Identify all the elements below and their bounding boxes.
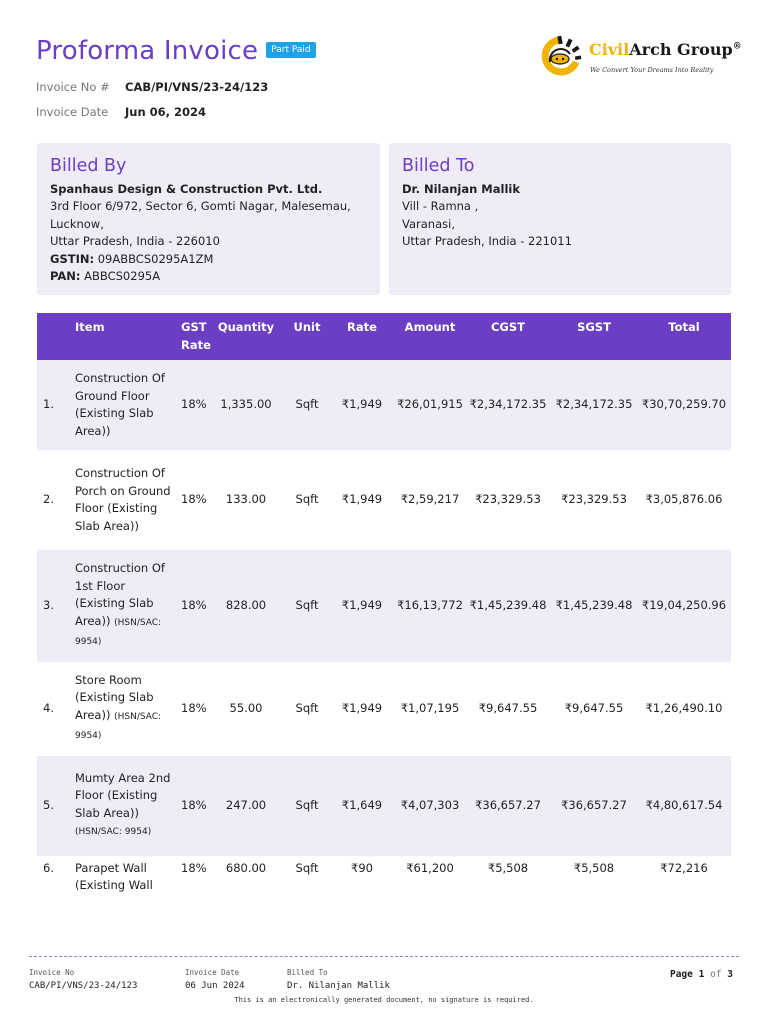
billed-to-address-line3: Uttar Pradesh, India - 221011 <box>402 234 572 249</box>
row-amount <box>395 856 465 922</box>
row-quantity <box>207 856 285 922</box>
row-item-desc: Parapet Wall (Existing Wall <box>75 860 153 892</box>
billed-by-company: Spanhaus Design & Construction Pvt. Ltd. <box>50 182 323 196</box>
registered-mark: ® <box>732 41 742 52</box>
billed-by-address-line2: Lucknow, <box>50 216 104 231</box>
row-sgst: ₹9,647.55 <box>564 700 624 715</box>
billed-to-heading: Billed To <box>402 156 475 176</box>
row-sgst: ₹36,657.27 <box>551 756 637 856</box>
row-item <box>75 360 179 450</box>
row-sgst <box>551 856 637 922</box>
status-badge: Part Paid <box>266 42 315 58</box>
row-quantity: 133.00 <box>225 492 267 507</box>
row-item <box>75 856 179 922</box>
billed-by-card <box>37 143 380 295</box>
footer-billed-to-label: Billed To <box>287 968 328 977</box>
row-total <box>637 856 731 922</box>
table-row <box>37 856 731 922</box>
footer-invoice-no-value: CAB/PI/VNS/23-24/123 <box>29 981 138 991</box>
row-gst-rate: 18% <box>181 492 207 507</box>
row-sgst: ₹1,45,239.48 <box>551 550 637 662</box>
row-cgst: ₹23,329.53 <box>475 492 541 507</box>
col-header-item: Item <box>75 313 179 360</box>
row-item <box>75 550 179 662</box>
row-gst-rate: 18% <box>179 360 207 450</box>
col-header-amount: Amount <box>395 313 465 360</box>
footer-billed-to <box>287 968 390 991</box>
table-row <box>37 662 731 756</box>
invoice-date-value: Jun 06, 2024 <box>125 105 207 119</box>
billed-by-pan <box>50 268 367 285</box>
logo-wordmark-part1: Civil <box>589 40 630 59</box>
footer-billed-to-value: Dr. Nilanjan Mallik <box>287 981 390 991</box>
table-header-row <box>37 313 731 360</box>
page-label: Page <box>669 969 693 980</box>
row-amount-text: ₹61,200 <box>406 860 454 875</box>
billed-to-address-line1: Vill - Ramna , <box>402 199 479 214</box>
row-cgst-text: ₹5,508 <box>487 860 529 875</box>
items-table <box>37 313 731 922</box>
col-header-rate: Rate <box>329 313 395 360</box>
gst-header-line2: Rate <box>181 338 211 352</box>
invoice-number-value: CAB/PI/VNS/23-24/123 <box>125 80 269 94</box>
row-sgst: ₹2,34,172.35 <box>551 360 637 450</box>
row-amount: ₹2,59,217 <box>400 492 460 507</box>
row-total-text: ₹72,216 <box>660 860 708 875</box>
col-header-gst-rate <box>179 313 211 360</box>
col-header-unit: Unit <box>285 313 329 360</box>
row-gst-rate: 18% <box>179 550 207 662</box>
page-title: Proforma Invoice <box>36 36 259 66</box>
row-number: 2. <box>43 492 54 507</box>
row-number: 1. <box>37 360 75 450</box>
col-header-sgst: SGST <box>551 313 637 360</box>
row-unit <box>285 856 329 922</box>
footer-invoice-no <box>29 968 137 991</box>
invoice-number-row <box>36 80 268 94</box>
logo-tagline: We Convert Your Dreams Into Reality <box>590 66 714 74</box>
billed-by-gstin <box>50 251 367 268</box>
row-gst-rate: 18% <box>181 700 207 715</box>
row-cgst: ₹9,647.55 <box>478 700 538 715</box>
col-header-total: Total <box>637 313 731 360</box>
row-sgst: ₹23,329.53 <box>561 492 627 507</box>
col-header-no <box>37 313 75 360</box>
row-gst-rate-text: 18% <box>181 860 207 875</box>
footer-invoice-date-label: Invoice Date <box>185 968 240 977</box>
row-total: ₹4,80,617.54 <box>637 756 731 856</box>
page-total: 3 <box>727 969 733 980</box>
title-row <box>36 34 316 68</box>
row-cgst: ₹1,45,239.48 <box>465 550 551 662</box>
logo-wordmark-part2: Arch Group <box>629 40 733 59</box>
row-amount: ₹4,07,303 <box>395 756 465 856</box>
table-row <box>37 450 731 550</box>
footer-divider <box>29 956 739 957</box>
electronic-document-note: This is an electronically generated document, no signature is required. <box>234 996 534 1004</box>
row-unit: Sqft <box>285 550 329 662</box>
row-hsn-code: (HSN/SAC: 9954) <box>75 711 162 741</box>
row-hsn-code: (HSN/SAC: 9954) <box>75 827 152 837</box>
row-rate: ₹1,949 <box>341 492 383 507</box>
row-amount: ₹1,07,195 <box>400 700 460 715</box>
row-number <box>37 856 75 922</box>
row-item <box>75 662 179 756</box>
row-unit: Sqft <box>285 756 329 856</box>
page-of: of <box>710 969 722 980</box>
row-quantity: 1,335.00 <box>207 360 285 450</box>
table-row <box>37 360 731 450</box>
page-indicator <box>670 969 733 980</box>
table-row <box>37 550 731 662</box>
footer-invoice-date-value: 06 Jun 2024 <box>185 981 245 991</box>
row-gst-rate <box>179 856 207 922</box>
row-rate <box>329 856 395 922</box>
row-gst-rate: 18% <box>179 756 207 856</box>
row-item-desc: Construction Of Porch on Ground Floor (Existing Slab Area)) <box>75 466 171 533</box>
col-header-quantity: Quantity <box>207 313 285 360</box>
pan-label: PAN: <box>50 269 81 284</box>
row-unit: Sqft <box>295 492 319 507</box>
table-row <box>37 756 731 856</box>
row-rate: ₹1,649 <box>329 756 395 856</box>
gstin-value: 09ABBCS0295A1ZM <box>97 251 214 266</box>
row-cgst: ₹2,34,172.35 <box>465 360 551 450</box>
billed-to-name: Dr. Nilanjan Mallik <box>402 182 520 196</box>
logo-wordmark <box>589 40 742 59</box>
row-item <box>75 450 179 550</box>
footer-invoice-no-label: Invoice No <box>29 968 75 977</box>
row-sgst-text: ₹5,508 <box>573 860 615 875</box>
row-unit: Sqft <box>295 700 319 715</box>
row-rate: ₹1,949 <box>329 550 395 662</box>
row-cgst <box>465 856 551 922</box>
billed-by-address-line3: Uttar Pradesh, India - 226010 <box>50 234 220 249</box>
logo-mark-icon <box>538 32 588 80</box>
billed-to-card <box>389 143 731 295</box>
row-rate-text: ₹90 <box>351 860 373 875</box>
billed-to-address-line2: Varanasi, <box>402 216 455 231</box>
billed-by-address-line1: 3rd Floor 6/972, Sector 6, Gomti Nagar, Malesemau, <box>50 199 351 214</box>
row-quantity: 55.00 <box>229 700 263 715</box>
col-header-cgst: CGST <box>465 313 551 360</box>
row-item <box>75 756 179 856</box>
invoice-date-row <box>36 105 206 119</box>
row-unit-text: Sqft <box>295 860 319 875</box>
row-total: ₹19,04,250.96 <box>637 550 731 662</box>
row-rate: ₹1,949 <box>341 700 383 715</box>
row-total: ₹3,05,876.06 <box>645 492 723 507</box>
row-cgst: ₹36,657.27 <box>465 756 551 856</box>
company-logo <box>538 32 742 80</box>
billed-by-heading: Billed By <box>50 156 127 176</box>
invoice-date-label: Invoice Date <box>36 105 109 119</box>
row-item-desc: Construction Of Ground Floor (Existing Slab Area)) <box>75 371 165 438</box>
invoice-number-label: Invoice No # <box>36 80 110 94</box>
row-total: ₹1,26,490.10 <box>645 700 723 715</box>
row-item-desc: Store Room (Existing Slab Area)) <box>75 672 154 722</box>
pan-value: ABBCS0295A <box>84 269 161 284</box>
row-number: 4. <box>43 700 54 715</box>
page-current: 1 <box>698 969 705 980</box>
gstin-label: GSTIN: <box>50 251 95 266</box>
row-unit: Sqft <box>285 360 329 450</box>
row-number-text: 6. <box>43 860 54 875</box>
row-number: 3. <box>37 550 75 662</box>
gst-header-line1: GST <box>181 320 207 334</box>
row-amount: ₹16,13,772 <box>395 550 465 662</box>
footer-invoice-date <box>185 968 245 991</box>
row-total: ₹30,70,259.70 <box>637 360 731 450</box>
row-quantity: 247.00 <box>207 756 285 856</box>
row-hsn-code: (HSN/SAC: 9954) <box>75 617 162 647</box>
row-quantity-text: 680.00 <box>225 860 267 875</box>
row-number: 5. <box>37 756 75 856</box>
row-amount: ₹26,01,915 <box>395 360 465 450</box>
row-rate: ₹1,949 <box>329 360 395 450</box>
row-quantity: 828.00 <box>207 550 285 662</box>
row-item-desc: Mumty Area 2nd Floor (Existing Slab Area)) <box>75 770 171 820</box>
row-item-desc: Construction Of 1st Floor (Existing Slab Area)) <box>75 561 165 628</box>
